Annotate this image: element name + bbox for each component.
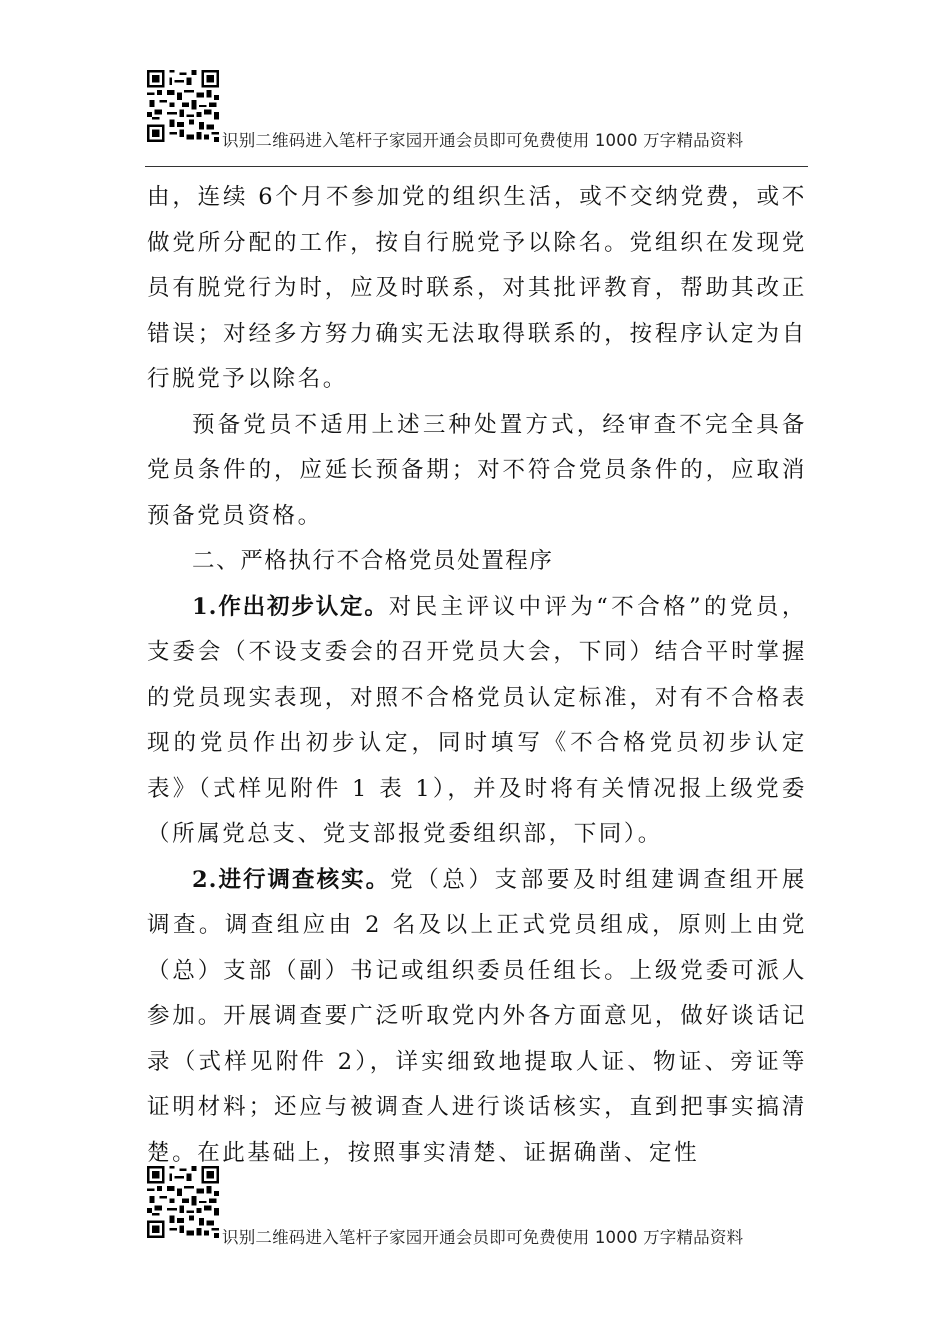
item-2 [147, 858, 807, 1177]
header-banner-text[interactable]: 识别二维码进入笔杆子家园开通会员即可免费使用 1000 万字精品资料 [222, 131, 744, 150]
item-2-body: 党（总）支部要及时组建调查组开展调查。调查组应由 2 名及以上正式党员组成，原则上由党（总）支部（副）书记或组织委员任组长。上级党委可派人参加。开展调查要广泛听取党内外各方面意见，做好谈话记录（式样见附件 2），详实细致地提取人证、物证、旁证等证明材料；还应与被调查人进行谈话核实，直到把事实搞清楚。在此基础上，按照事实清楚、证据确凿、定性 [147, 866, 807, 1166]
paragraph-continued: 由，连续 6个月不参加党的组织生活，或不交纳党费，或不做党所分配的工作，按自行脱党予以除名。党组织在发现党员有脱党行为时，应及时联系，对其批评教育，帮助其改正错误；对经多方努力确实无法取得联系的，按程序认定为自行脱党予以除名。 [147, 184, 807, 392]
qr-code-icon[interactable] [147, 1166, 219, 1238]
qr-code-icon[interactable] [147, 70, 219, 142]
section-heading: 二、严格执行不合格党员处置程序 [192, 548, 554, 574]
item-1-body: 对民主评议中评为“不合格”的党员，支委会（不设支委会的召开党员大会，下同）结合平时掌握的党员现实表现，对照不合格党员认定标准，对有不合格表现的党员作出初步认定，同时填写《不合格党员初步认定表》（式样见附件 1 表 1），并及时将有关情况报上级党委（所属党总支、党支部报党委组织部，下同）。 [147, 593, 807, 847]
item-1-title: 1.作出初步认定。 [192, 593, 389, 620]
header-divider [145, 166, 808, 167]
paragraph-probationary: 预备党员不适用上述三种处置方式，经审查不完全具备党员条件的，应延长预备期；对不符合党员条件的，应取消预备党员资格。 [147, 411, 807, 529]
footer-banner-text[interactable]: 识别二维码进入笔杆子家园开通会员即可免费使用 1000 万字精品资料 [222, 1228, 744, 1247]
item-2-title: 2.进行调查核实。 [192, 866, 391, 893]
item-1 [147, 585, 807, 858]
document-body [147, 175, 807, 1176]
